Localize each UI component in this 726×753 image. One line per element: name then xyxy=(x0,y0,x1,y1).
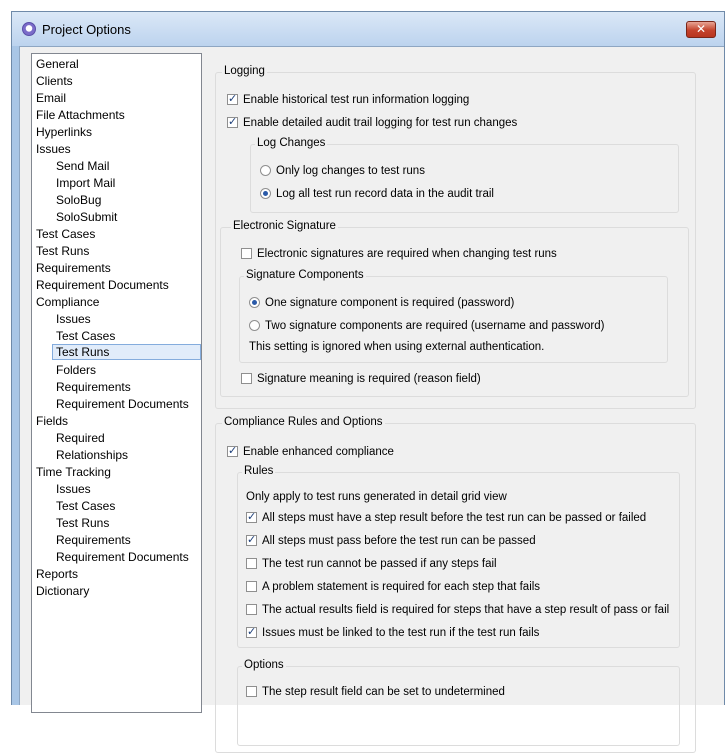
signature-components-legend: Signature Components xyxy=(246,269,364,281)
tree-item-fields-relationships[interactable]: Relationships xyxy=(56,448,129,462)
logging-group xyxy=(215,65,696,409)
tree-item-compliance-requirements[interactable]: Requirements xyxy=(56,380,131,394)
window-title: Project Options xyxy=(42,22,131,37)
audit-trail-option[interactable]: ✓Enable detailed audit trail logging for test run changes xyxy=(227,115,517,131)
signature-meaning-checkbox[interactable] xyxy=(241,373,252,384)
tree-item-email[interactable]: Email xyxy=(36,91,67,105)
rule-actual-results-checkbox[interactable] xyxy=(246,604,257,615)
tree-item-solosubmit[interactable]: SoloSubmit xyxy=(56,210,118,224)
rule-no-fail-option[interactable]: The test run cannot be passed if any steps fail xyxy=(246,556,497,572)
title-bar[interactable] xyxy=(12,12,724,46)
audit-trail-checkbox[interactable] xyxy=(227,117,238,128)
app-icon xyxy=(22,22,36,36)
tree-item-test-cases[interactable]: Test Cases xyxy=(36,227,96,241)
tree-item-compliance-issues[interactable]: Issues xyxy=(56,312,91,326)
rule-no-fail-checkbox[interactable] xyxy=(246,558,257,569)
log-changes-only-option[interactable]: Only log changes to test runs xyxy=(260,163,425,179)
close-button[interactable]: ✕ xyxy=(686,21,716,38)
tree-item-time-tracking-requirement-documents[interactable]: Requirement Documents xyxy=(56,550,189,564)
tree-item-import-mail[interactable]: Import Mail xyxy=(56,176,116,190)
rules-intro: Only apply to test runs generated in detail grid view xyxy=(246,491,507,503)
log-changes-only-radio[interactable] xyxy=(260,165,271,176)
tree-item-time-tracking-issues[interactable]: Issues xyxy=(56,482,91,496)
tree-item-issues[interactable]: Issues xyxy=(36,142,71,156)
compliance-legend: Compliance Rules and Options xyxy=(224,416,383,428)
log-changes-group xyxy=(250,137,679,213)
tree-item-solobug[interactable]: SoloBug xyxy=(56,193,102,207)
project-options-window xyxy=(11,11,725,705)
rule-actual-results-option[interactable]: The actual results field is required for steps that have a step result of pass or fail xyxy=(246,602,669,618)
log-changes-legend: Log Changes xyxy=(257,137,326,149)
tree-item-time-tracking[interactable]: Time Tracking xyxy=(36,465,111,479)
rule-problem-statement-option[interactable]: A problem statement is required for each step that fails xyxy=(246,579,540,595)
tree-item-fields[interactable]: Fields xyxy=(36,414,69,428)
rule-all-steps-pass-option[interactable]: ✓All steps must pass before the test run can be passed xyxy=(246,533,536,549)
tree-item-time-tracking-test-runs[interactable]: Test Runs xyxy=(56,516,110,530)
rule-step-result-option[interactable]: ✓All steps must have a step result before the test run can be passed or failed xyxy=(246,510,646,526)
tree-item-compliance[interactable]: Compliance xyxy=(36,295,100,309)
tree-item-time-tracking-requirements[interactable]: Requirements xyxy=(56,533,131,547)
log-all-data-radio[interactable] xyxy=(260,188,271,199)
one-component-option[interactable]: One signature component is required (password) xyxy=(249,295,514,311)
two-components-option[interactable]: Two signature components are required (username and password) xyxy=(249,318,604,334)
signature-meaning-option[interactable]: Signature meaning is required (reason field) xyxy=(241,371,481,387)
tree-item-time-tracking-test-cases[interactable]: Test Cases xyxy=(56,499,116,513)
tree-item-hyperlinks[interactable]: Hyperlinks xyxy=(36,125,93,139)
tree-item-compliance-test-runs[interactable]: Test Runs xyxy=(52,344,201,360)
undetermined-option[interactable]: The step result field can be set to undetermined xyxy=(246,684,505,700)
log-all-data-option[interactable]: Log all test run record data in the audit trail xyxy=(260,186,494,202)
enhanced-compliance-checkbox[interactable] xyxy=(227,446,238,457)
options-legend: Options xyxy=(244,659,284,671)
esig-required-option[interactable]: Electronic signatures are required when changing test runs xyxy=(241,246,557,262)
rule-all-steps-pass-checkbox[interactable] xyxy=(246,535,257,546)
esig-required-checkbox[interactable] xyxy=(241,248,252,259)
tree-item-general[interactable]: General xyxy=(36,57,79,71)
tree-item-compliance-requirement-documents[interactable]: Requirement Documents xyxy=(56,397,189,411)
tree-item-send-mail[interactable]: Send Mail xyxy=(56,159,110,173)
tree-item-reports[interactable]: Reports xyxy=(36,567,79,581)
dialog-client xyxy=(19,46,724,705)
rule-step-result-checkbox[interactable] xyxy=(246,512,257,523)
two-components-radio[interactable] xyxy=(249,320,260,331)
historical-logging-checkbox[interactable] xyxy=(227,94,238,105)
electronic-signature-group xyxy=(220,220,689,397)
rule-problem-statement-checkbox[interactable] xyxy=(246,581,257,592)
rules-group xyxy=(237,465,680,648)
rule-issues-linked-checkbox[interactable] xyxy=(246,627,257,638)
tree-item-fields-required[interactable]: Required xyxy=(56,431,105,445)
tree-item-compliance-test-cases[interactable]: Test Cases xyxy=(56,329,116,343)
rules-legend: Rules xyxy=(244,465,274,477)
tree-item-requirements[interactable]: Requirements xyxy=(36,261,111,275)
tree-item-compliance-folders[interactable]: Folders xyxy=(56,363,97,377)
rule-issues-linked-option[interactable]: ✓Issues must be linked to the test run if the test run fails xyxy=(246,625,539,641)
historical-logging-option[interactable]: ✓Enable historical test run information logging xyxy=(227,92,469,108)
compliance-group xyxy=(215,416,696,753)
logging-legend: Logging xyxy=(224,65,265,77)
external-auth-note: This setting is ignored when using external authentication. xyxy=(249,341,545,353)
enhanced-compliance-option[interactable]: ✓Enable enhanced compliance xyxy=(227,444,394,460)
one-component-radio[interactable] xyxy=(249,297,260,308)
tree-item-file-attachments[interactable]: File Attachments xyxy=(36,108,125,122)
tree-item-test-runs[interactable]: Test Runs xyxy=(36,244,90,258)
tree-item-requirement-documents[interactable]: Requirement Documents xyxy=(36,278,169,292)
electronic-signature-legend: Electronic Signature xyxy=(233,220,336,232)
undetermined-checkbox[interactable] xyxy=(246,686,257,697)
signature-components-group xyxy=(239,269,668,363)
tree-item-clients[interactable]: Clients xyxy=(36,74,73,88)
tree-item-dictionary[interactable]: Dictionary xyxy=(36,584,90,598)
options-group xyxy=(237,659,680,746)
options-tree[interactable] xyxy=(31,53,202,713)
